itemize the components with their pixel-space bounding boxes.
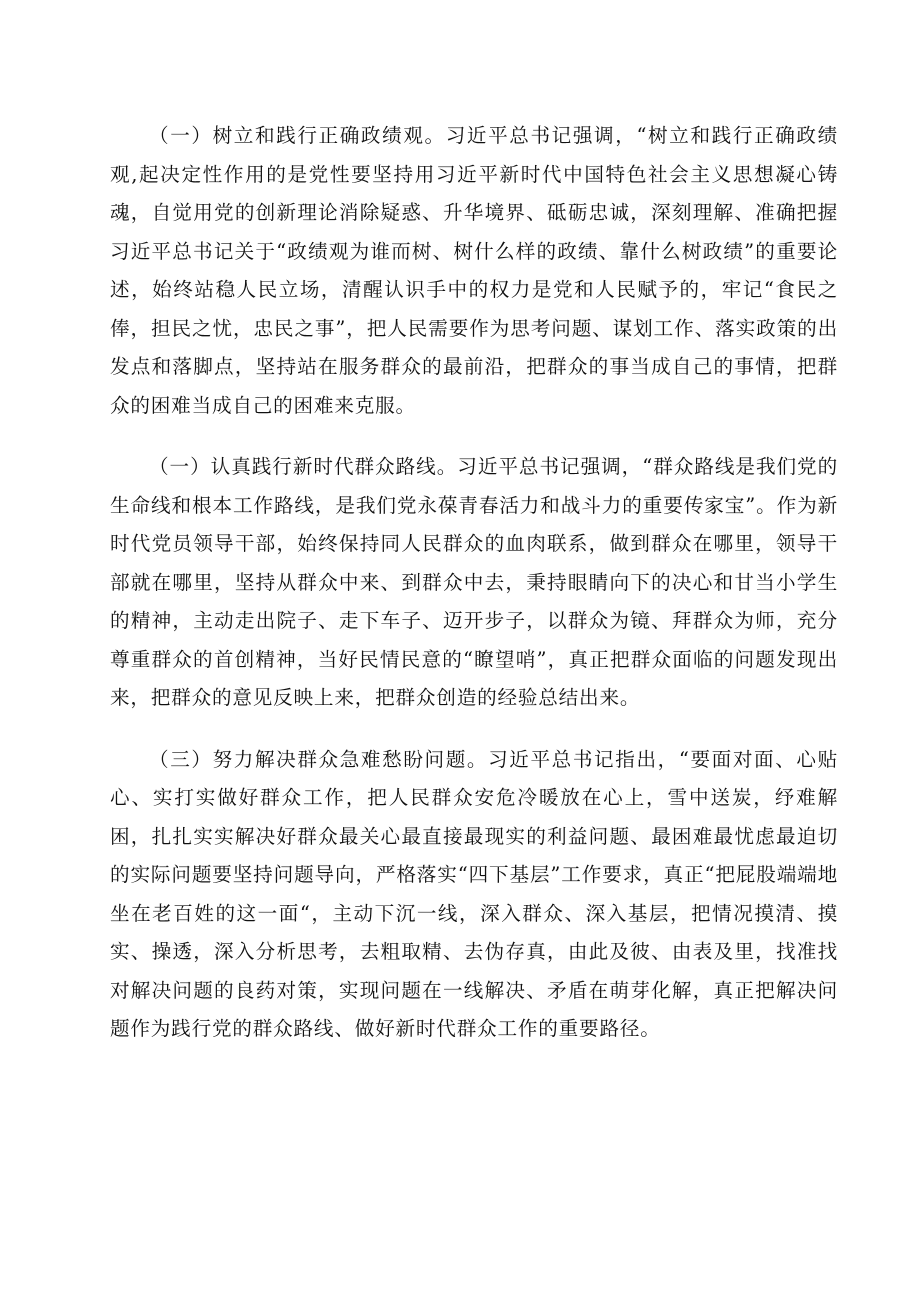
paragraph-3: （三）努力解决群众急难愁盼问题。习近平总书记指出，“要面对面、心贴心、实打实做好群众工作，把人民群众安危冷暖放在心上，雪中送炭，纾难解困，扎扎实实解决好群众最关心最直接最现实的利益问题、最困难最忧虑最迫切的实际问题要坚持问题导向，严格落实“四下基层”工作要求，真正“把屁股端端地坐在老百姓的这一面“，主动下沉一线，深入群众、深入基层，把情况摸清、摸实、操透，深入分析思考，去粗取精、去伪存真，由此及彼、由表及里，找准找对解决问题的良药对策，实现问题在一线解决、矛盾在萌芽化解，真正把解决问题作为践行党的群众路线、做好新时代群众工作的重要路径。 — [110, 747, 838, 1040]
paragraph-1: （一）树立和践行正确政绩观。习近平总书记强调，“树立和践行正确政绩观,起决定性作用的是党性要坚持用习近平新时代中国特色社会主义思想凝心铸魂，自觉用党的创新理论消除疑惑、升华境界、砥砺忠诚，深刻理解、准确把握习近平总书记关于“政绩观为谁而树、树什么样的政绩、靠什么树政绩”的重要论述，始终站稳人民立场，清醒认识手中的权力是党和人民赋予的，牢记“食民之俸，担民之忧，忠民之事”，把人民需要作为思考问题、谋划工作、落实政策的出发点和落脚点，坚持站在服务群众的最前沿，把群众的事当成自己的事情，把群众的困难当成自己的困难来克服。 — [110, 124, 838, 417]
paragraph-2: （一）认真践行新时代群众路线。习近平总书记强调，“群众路线是我们党的生命线和根本工作路线，是我们党永葆青春活力和战斗力的重要传家宝”。作为新时代党员领导干部，始终保持同人民群众的血肉联系，做到群众在哪里，领导干部就在哪里，坚持从群众中来、到群众中去，秉持眼睛向下的决心和甘当小学生的精神，主动走出院子、走下车子、迈开步子，以群众为镜、拜群众为师，充分尊重群众的首创精神，当好民情民意的“瞭望哨”，真正把群众面临的问题发现出来，把群众的意见反映上来，把群众创造的经验总结出来。 — [110, 455, 838, 709]
document-body — [110, 117, 838, 1049]
